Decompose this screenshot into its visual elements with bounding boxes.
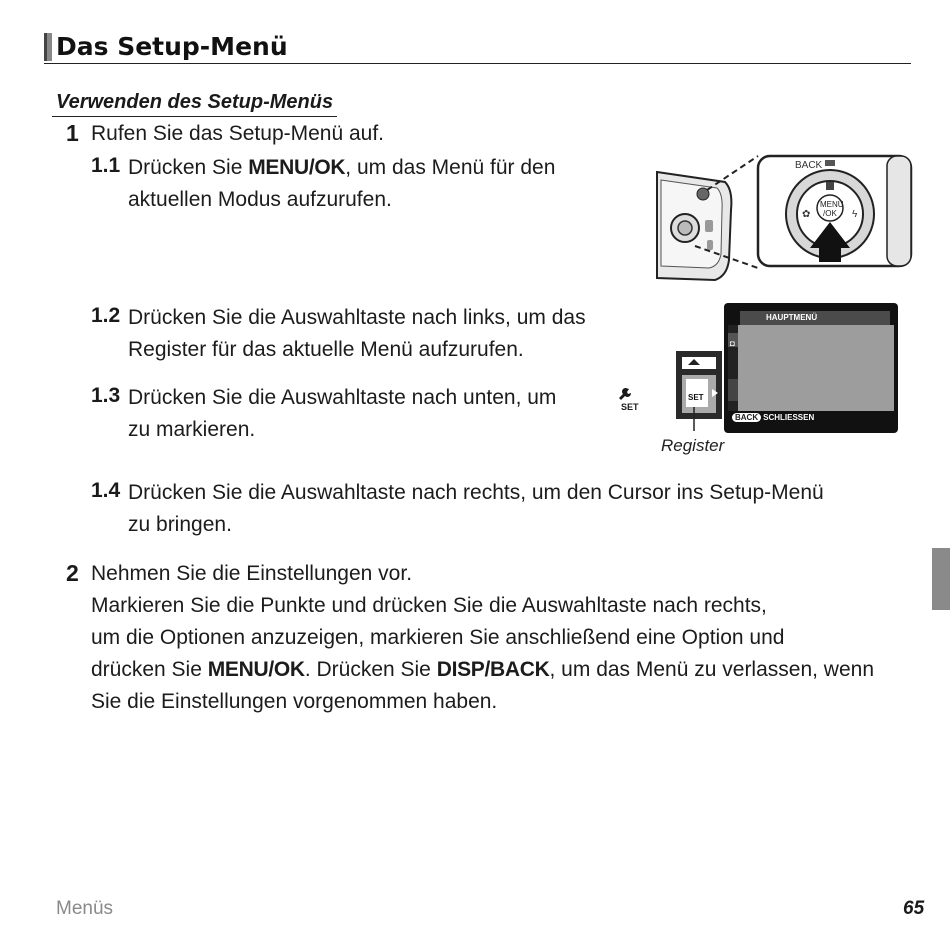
set-icon-label: SET [621,402,639,412]
step2-heading: Nehmen Sie die Einstellungen vor. [91,562,413,585]
svg-text:ϟ: ϟ [852,209,858,220]
substep-1-1-line1: Drücken Sie MENU/OK, um das Menü für den [128,156,556,179]
step1-number: 1 [66,120,79,146]
step2-line3: drücken Sie MENU/OK. Drücken Sie DISP/BACK, um das Menü zu verlassen, wenn [91,658,875,681]
back-label: BACK [795,160,823,171]
substep-1-3-line1: Drücken Sie die Auswahltaste nach unten, um [128,386,557,409]
menu-label-line1: MENU [820,200,844,209]
title-marker [44,33,52,61]
back-pill: BACK [732,413,761,422]
menu-footer: BACK SCHLIESSEN [732,413,814,422]
substep-1-2-line2: Register für das aktuelle Menü aufzurufen. [128,338,524,361]
register-callout: Register [661,436,725,455]
substep-1-3-line2: zu markieren. [128,418,256,441]
menu-header: HAUPTMENÜ [740,311,890,325]
disp-back-key: DISP/BACK [436,658,550,681]
svg-text:✿: ✿ [802,209,811,220]
section-heading: Verwenden des Setup-Menüs [52,91,337,117]
svg-text:◘: ◘ [730,339,735,348]
substep-1-2-line1: Drücken Sie die Auswahltaste nach links, um das [128,306,586,329]
substep-1-4-number: 1.4 [91,479,121,502]
substep-1-2-number: 1.2 [91,304,121,327]
substep-1-4-line1: Drücken Sie die Auswahltaste nach rechts, um den Cursor ins Setup-Menü [128,481,824,504]
wrench-set-icon [617,386,641,412]
page-title: Das Setup-Menü [56,32,288,61]
chapter-thumb-tab [932,548,950,610]
page-number: 65 [903,898,925,919]
step2-line1: Markieren Sie die Punkte und drücken Sie die Auswahltaste nach rechts, [91,594,767,617]
menu-ok-key: MENU/OK [207,658,305,681]
step2-line4: Sie die Einstellungen vorgenommen haben. [91,690,498,713]
substep-1-3-number: 1.3 [91,384,121,407]
step1-text: Rufen Sie das Setup-Menü auf. [91,122,385,145]
step2-line2: um die Optionen anzuzeigen, markieren Sie anschließend eine Option und [91,626,785,649]
menu-label-line2: /OK [823,209,837,218]
camera-illustration [655,150,915,290]
substep-1-1-line2: aktuellen Modus aufzurufen. [128,188,392,211]
substep-1-1-number: 1.1 [91,154,121,177]
menu-ok-key: MENU/OK [248,156,346,179]
title-bar [44,31,911,64]
tab-set-label: SET [688,393,704,402]
substep-1-4-line2: zu bringen. [128,513,232,536]
footer-section: Menüs [56,898,114,919]
step2-number: 2 [66,560,79,586]
